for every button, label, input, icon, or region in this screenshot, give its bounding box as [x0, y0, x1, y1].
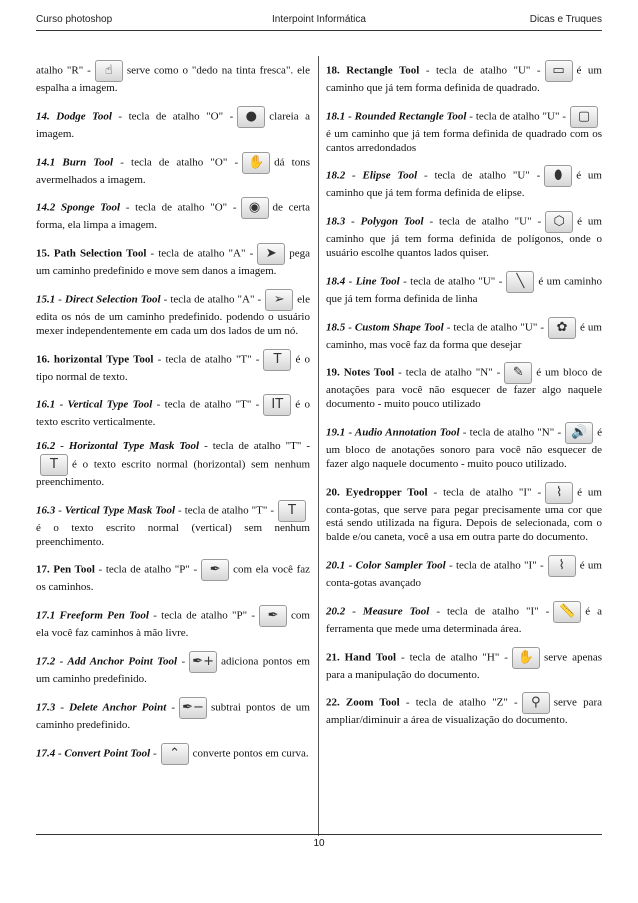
vertical-type-mask-icon: T — [278, 500, 306, 522]
tool-description: é um caminho que já tem forma definida de linha — [326, 275, 602, 305]
shortcut-text: - tecla de atalho "T" - — [153, 353, 260, 366]
shortcut-text: - tecla de atalho "I" - — [427, 486, 542, 499]
tool-description: é um caminho que já tem forma definida de polígonos, onde o usuário escolhe quantos lados quiser. — [326, 215, 602, 259]
tool-entry — [326, 211, 602, 261]
custom-shape-icon: ✿ — [548, 317, 576, 339]
shortcut-text: - tecla de atalho "P" - — [148, 609, 256, 622]
shortcut-text: - tecla de atalho "U" - — [399, 275, 503, 288]
tool-entry — [36, 243, 310, 279]
shortcut-text: - tecla de atalho "O" - — [113, 156, 239, 169]
tool-title: 18. Rectangle Tool — [326, 64, 420, 77]
color-sampler-icon: ⌇ — [548, 555, 576, 577]
tool-title: 17.1 Freeform Pen Tool — [36, 609, 149, 622]
shortcut-text: - — [150, 747, 157, 760]
add-anchor-icon: ✒+ — [189, 651, 217, 673]
header-left: Curso photoshop — [36, 14, 113, 25]
tool-entry — [36, 349, 310, 385]
eyedropper-icon: ⌇ — [545, 482, 573, 504]
tool-description: com ela você faz os caminhos. — [36, 563, 310, 594]
footer-rule — [36, 834, 602, 835]
tool-description: pega um caminho predefinido e move sem danos a imagem. — [36, 247, 310, 278]
tool-title: 16.2 - Horizontal Type Mask Tool — [36, 440, 200, 453]
tool-entry — [326, 362, 602, 412]
tool-entry — [326, 482, 602, 545]
zoom-icon: ⚲ — [522, 692, 550, 714]
type-icon: T — [263, 349, 291, 371]
page-number: 10 — [313, 838, 325, 849]
tool-description: adiciona pontos em um caminho predefinido. — [36, 655, 310, 685]
tool-description: é um caminho que já tem forma definida de elipse. — [326, 169, 602, 200]
tool-title: 17.3 - Delete Anchor Point — [36, 701, 167, 714]
tool-description: ele edita os nós de um caminho predefinido. podendo o usuário mexer independentemente em cada um dos lados de um nó. — [36, 293, 310, 337]
shortcut-text: - — [177, 655, 186, 668]
shortcut-text: - — [166, 701, 176, 714]
shortcut-text: - tecla de atalho "P" - — [94, 563, 198, 576]
tool-entry — [326, 60, 602, 96]
tool-entry — [36, 697, 310, 733]
tool-entry — [36, 289, 310, 339]
tool-title: 19. Notes Tool — [326, 366, 395, 379]
tool-description: é um conta-gotas, que serve para pegar precisamente uma cor que está sendo utilizada na figura. Depois de selecionada, com o balde e/ou caneta, você a usa em outra parte do documento. — [326, 486, 602, 544]
tool-title: 20. Eyedropper Tool — [326, 486, 428, 499]
tool-description: é um caminho que já tem forma definida de quadrado com os cantos arredondados — [326, 127, 602, 154]
tool-entry — [326, 422, 602, 472]
shortcut-text: - tecla de atalho "T" - — [199, 440, 310, 453]
tool-title: 19.1 - Audio Annotation Tool — [326, 426, 460, 439]
tool-entry — [326, 165, 602, 201]
tool-description: é o texto escrito verticalmente. — [36, 398, 310, 429]
vertical-type-icon: IT — [263, 394, 291, 416]
hand-icon: ✋ — [512, 647, 540, 669]
tool-description: é um bloco de anotações para você não esquecer de fazer algo naquele documento - muito pouco utilizado — [326, 366, 602, 411]
tool-title: 16.1 - Vertical Type Tool — [36, 398, 153, 411]
tool-entry — [326, 555, 602, 591]
left-column — [36, 60, 310, 775]
tool-title: 18.4 - Line Tool — [326, 275, 400, 288]
path-selection-icon: ➤ — [257, 243, 285, 265]
tool-description: é o texto escrito normal (vertical) sem nenhum preenchimento. — [36, 521, 310, 548]
tool-title: 14. Dodge Tool — [36, 110, 112, 123]
shortcut-text: - tecla de atalho "U" - — [466, 110, 566, 123]
tool-description: é um bloco de anotações sonoro para você não esquecer de fazer algo naquele documento - muito pouco utilizado. — [326, 426, 602, 470]
measure-icon: 📏 — [553, 601, 581, 623]
tool-title: 17. Pen Tool — [36, 563, 95, 576]
shortcut-text: - tecla de atalho "U" - — [419, 64, 541, 77]
tool-title: 18.2 - Elipse Tool — [326, 169, 418, 182]
tool-entry — [326, 271, 602, 307]
shortcut-text: - tecla de atalho "U" - — [423, 215, 542, 228]
tool-title: 14.2 Sponge Tool — [36, 201, 121, 214]
tool-title: 17.2 - Add Anchor Point Tool — [36, 655, 178, 668]
tool-entry — [326, 106, 602, 156]
shortcut-text: - tecla de atalho "N" - — [394, 366, 501, 379]
tool-title: 20.2 - Measure Tool — [326, 605, 430, 618]
line-icon: ╲ — [506, 271, 534, 293]
tool-description: com ela você faz caminhos à mão livre. — [36, 609, 310, 640]
header-rule — [36, 30, 602, 31]
tool-title: 20.1 - Color Sampler Tool — [326, 559, 446, 572]
right-column — [326, 60, 602, 738]
tool-entry — [326, 647, 602, 683]
shortcut-text: - tecla de atalho "T" - — [175, 504, 274, 517]
tool-description: é um caminho que já tem forma definida de quadrado. — [326, 64, 602, 94]
tool-title: 22. Zoom Tool — [326, 696, 400, 709]
tool-title: 16. horizontal Type Tool — [36, 353, 154, 366]
shortcut-text: - tecla de atalho "O" - — [120, 201, 237, 214]
shortcut-text: - tecla de atalho "U" - — [417, 169, 541, 182]
tool-description: subtrai pontos de um caminho predefinido. — [36, 701, 310, 731]
shortcut-text: - tecla de atalho "U" - — [443, 321, 545, 334]
tool-title: 18.1 - Rounded Rectangle Tool — [326, 110, 467, 123]
tool-description: converte pontos em curva. — [192, 747, 309, 760]
shortcut-text: - tecla de atalho "I" - — [429, 605, 550, 618]
notes-icon: ✎ — [504, 362, 532, 384]
shortcut-text: - tecla de atalho "I" - — [445, 559, 544, 572]
tool-title: 18.3 - Polygon Tool — [326, 215, 424, 228]
tool-title: 14.1 Burn Tool — [36, 156, 114, 169]
shortcut-text: - tecla de atalho "A" - — [146, 247, 254, 260]
tool-entry — [326, 601, 602, 637]
direct-selection-icon: ➢ — [265, 289, 293, 311]
shortcut-text: - tecla de atalho "A" - — [160, 293, 262, 306]
tool-description: é um caminho, mas você faz da forma que desejar — [326, 321, 602, 351]
tool-entry — [326, 317, 602, 353]
tool-description: é o texto escrito normal (horizontal) sem nenhum preenchimento. — [36, 458, 310, 488]
tool-entry — [36, 440, 310, 490]
tool-entry — [36, 605, 310, 641]
tool-description: serve apenas para a manipulação do documento. — [326, 651, 603, 681]
polygon-icon: ⬡ — [545, 211, 573, 233]
tool-entry — [326, 692, 602, 728]
pen-icon: ✒ — [201, 559, 229, 581]
shortcut-text: - tecla de atalho "N" - — [459, 426, 562, 439]
tool-description: é a ferramenta que mede uma determinada área. — [326, 605, 602, 635]
tool-entry — [36, 743, 310, 765]
tool-title: 18.5 - Custom Shape Tool — [326, 321, 444, 334]
ellipse-icon: ⬮ — [544, 165, 572, 187]
smudge-icon: ☝ — [95, 60, 123, 82]
shortcut-text: - tecla de atalho "Z" - — [399, 696, 518, 709]
burn-icon: ✋ — [242, 152, 270, 174]
tool-description: de certa forma, ela limpa a imagem. — [36, 201, 310, 232]
column-divider — [318, 56, 319, 836]
tool-title: 15.1 - Direct Selection Tool — [36, 293, 161, 306]
header-right: Dicas e Truques — [529, 14, 602, 25]
delete-anchor-icon: ✒− — [179, 697, 207, 719]
sponge-icon: ◉ — [241, 197, 269, 219]
shortcut-text: - tecla de atalho "H" - — [396, 651, 508, 664]
tool-description: é um conta-gotas avançado — [326, 559, 602, 589]
convert-point-icon: ⌃ — [161, 743, 189, 765]
tool-title: 21. Hand Tool — [326, 651, 397, 664]
header-center: Interpoint Informática — [272, 14, 366, 25]
tool-entry — [36, 152, 310, 188]
tool-entry — [36, 394, 310, 430]
shortcut-text: - tecla de atalho "T" - — [152, 398, 260, 411]
dodge-icon: ● — [237, 106, 265, 128]
audio-annotation-icon: 🔊 — [565, 422, 593, 444]
freeform-pen-icon: ✒ — [259, 605, 287, 627]
page-header — [36, 14, 602, 30]
tool-description: clareia a imagem. — [36, 110, 311, 140]
tool-entry — [36, 106, 310, 142]
tool-entry — [36, 500, 310, 550]
tool-entry — [36, 651, 310, 687]
tool-entry — [36, 559, 310, 595]
tool-description: é o tipo normal de texto. — [36, 353, 311, 383]
tool-description: serve para ampliar/diminuir a área de visualização do documento. — [326, 696, 603, 727]
shortcut-text: atalho "R" - — [36, 64, 91, 77]
tool-title: 16.3 - Vertical Type Mask Tool — [36, 504, 176, 517]
tool-entry — [36, 197, 310, 233]
rounded-rectangle-icon: ▢ — [570, 106, 598, 128]
tool-entry — [36, 60, 310, 96]
tool-description: serve como o "dedo na tinta fresca". ele espalha a imagem. — [36, 64, 310, 94]
tool-title: 17.4 - Convert Point Tool — [36, 747, 151, 760]
rectangle-icon: ▭ — [545, 60, 573, 82]
tool-title: 15. Path Selection Tool — [36, 247, 147, 260]
type-mask-icon: T — [40, 454, 68, 476]
tool-description: dá tons avermelhados a imagem. — [36, 156, 310, 186]
shortcut-text: - tecla de atalho "O" - — [111, 110, 234, 123]
